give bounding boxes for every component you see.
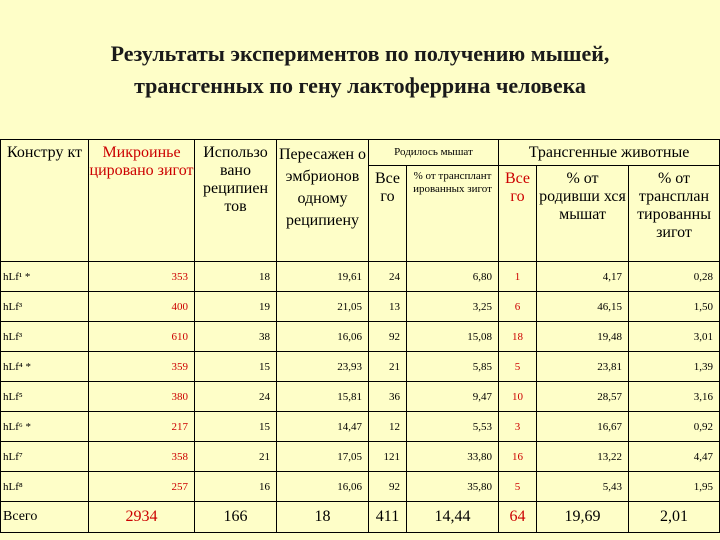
row-microinjected: 359 [89, 352, 195, 382]
total-label: Всего [1, 502, 89, 533]
row-microinjected: 400 [89, 292, 195, 322]
header-born-group: Родилось мышат [369, 140, 499, 166]
row-construct: hLf⁶ * [1, 412, 89, 442]
row-per-recipient: 21,05 [277, 292, 369, 322]
row-transgenic: 5 [499, 352, 537, 382]
row-born: 36 [369, 382, 407, 412]
header-transgenic-total: Все го [499, 166, 537, 262]
row-recipients: 38 [195, 322, 277, 352]
total-microinjected: 2934 [89, 502, 195, 533]
row-recipients: 15 [195, 412, 277, 442]
total-transgenic-pct-born: 19,69 [537, 502, 629, 533]
row-born-pct: 9,47 [407, 382, 499, 412]
row-per-recipient: 17,05 [277, 442, 369, 472]
row-transgenic: 3 [499, 412, 537, 442]
row-born: 92 [369, 322, 407, 352]
row-construct: hLf¹ * [1, 262, 89, 292]
header-born-total: Все го [369, 166, 407, 262]
header-transgenic-pct-born: % от родивши хся мышат [537, 166, 629, 262]
row-transgenic-pct-born: 5,43 [537, 472, 629, 502]
row-microinjected: 217 [89, 412, 195, 442]
header-used-recipients: Использо вано реципиен тов [195, 140, 277, 262]
row-transgenic: 6 [499, 292, 537, 322]
row-recipients: 18 [195, 262, 277, 292]
row-transgenic-pct-transplanted: 3,01 [629, 322, 720, 352]
total-recipients: 166 [195, 502, 277, 533]
row-construct: hLf⁷ [1, 442, 89, 472]
row-transgenic-pct-transplanted: 4,47 [629, 442, 720, 472]
row-born: 24 [369, 262, 407, 292]
row-born-pct: 3,25 [407, 292, 499, 322]
row-per-recipient: 15,81 [277, 382, 369, 412]
table-row [1, 412, 720, 442]
total-per-recipient: 18 [277, 502, 369, 533]
row-transgenic-pct-born: 28,57 [537, 382, 629, 412]
row-transgenic: 1 [499, 262, 537, 292]
row-born: 121 [369, 442, 407, 472]
table-row [1, 262, 720, 292]
row-transgenic: 5 [499, 472, 537, 502]
header-construct: Констру кт [1, 140, 89, 262]
row-born-pct: 35,80 [407, 472, 499, 502]
row-born: 92 [369, 472, 407, 502]
row-transgenic-pct-transplanted: 1,39 [629, 352, 720, 382]
total-transgenic: 64 [499, 502, 537, 533]
header-transgenic-pct-transplanted: % от трансплан тированны зигот [629, 166, 720, 262]
row-transgenic-pct-transplanted: 0,28 [629, 262, 720, 292]
table-row [1, 292, 720, 322]
header-born-pct: % от трансплант ированных зигот [407, 166, 499, 262]
row-transgenic-pct-transplanted: 1,50 [629, 292, 720, 322]
row-transgenic: 16 [499, 442, 537, 472]
header-transferred-per-recipient: Пересажен о эмбрионов одному реципиену [277, 140, 369, 262]
results-table [0, 139, 720, 533]
row-transgenic-pct-transplanted: 1,95 [629, 472, 720, 502]
row-born-pct: 5,53 [407, 412, 499, 442]
row-recipients: 16 [195, 472, 277, 502]
row-transgenic: 10 [499, 382, 537, 412]
row-microinjected: 610 [89, 322, 195, 352]
row-born-pct: 5,85 [407, 352, 499, 382]
table-row [1, 472, 720, 502]
row-transgenic-pct-born: 13,22 [537, 442, 629, 472]
row-microinjected: 353 [89, 262, 195, 292]
row-born: 12 [369, 412, 407, 442]
row-microinjected: 380 [89, 382, 195, 412]
title-line-2: трансгенных по гену лактоферрина человека [134, 73, 586, 98]
title-line-1: Результаты экспериментов по получению мышей, [110, 41, 610, 66]
table-row [1, 322, 720, 352]
header-transgenic-group: Трансгенные животные [499, 140, 720, 166]
row-recipients: 24 [195, 382, 277, 412]
row-transgenic-pct-born: 4,17 [537, 262, 629, 292]
row-recipients: 21 [195, 442, 277, 472]
row-born-pct: 33,80 [407, 442, 499, 472]
row-per-recipient: 14,47 [277, 412, 369, 442]
row-born-pct: 15,08 [407, 322, 499, 352]
row-per-recipient: 19,61 [277, 262, 369, 292]
table-row [1, 382, 720, 412]
row-recipients: 15 [195, 352, 277, 382]
row-microinjected: 358 [89, 442, 195, 472]
row-born: 13 [369, 292, 407, 322]
row-born: 21 [369, 352, 407, 382]
row-transgenic-pct-born: 23,81 [537, 352, 629, 382]
row-transgenic-pct-transplanted: 0,92 [629, 412, 720, 442]
table-row [1, 352, 720, 382]
row-recipients: 19 [195, 292, 277, 322]
total-row [1, 502, 720, 533]
row-construct: hLf⁴ * [1, 352, 89, 382]
total-born-pct: 14,44 [407, 502, 499, 533]
row-transgenic: 18 [499, 322, 537, 352]
row-per-recipient: 23,93 [277, 352, 369, 382]
row-construct: hLf⁵ [1, 382, 89, 412]
row-per-recipient: 16,06 [277, 322, 369, 352]
row-microinjected: 257 [89, 472, 195, 502]
table-row [1, 442, 720, 472]
row-transgenic-pct-born: 19,48 [537, 322, 629, 352]
row-construct: hLf³ [1, 292, 89, 322]
row-construct: hLf³ [1, 322, 89, 352]
slide-title [0, 38, 720, 102]
row-construct: hLf⁸ [1, 472, 89, 502]
total-born: 411 [369, 502, 407, 533]
row-born-pct: 6,80 [407, 262, 499, 292]
total-transgenic-pct-transplanted: 2,01 [629, 502, 720, 533]
row-transgenic-pct-born: 16,67 [537, 412, 629, 442]
row-transgenic-pct-transplanted: 3,16 [629, 382, 720, 412]
row-per-recipient: 16,06 [277, 472, 369, 502]
row-transgenic-pct-born: 46,15 [537, 292, 629, 322]
header-microinjected: Микроинье цировано зигот [89, 140, 195, 262]
